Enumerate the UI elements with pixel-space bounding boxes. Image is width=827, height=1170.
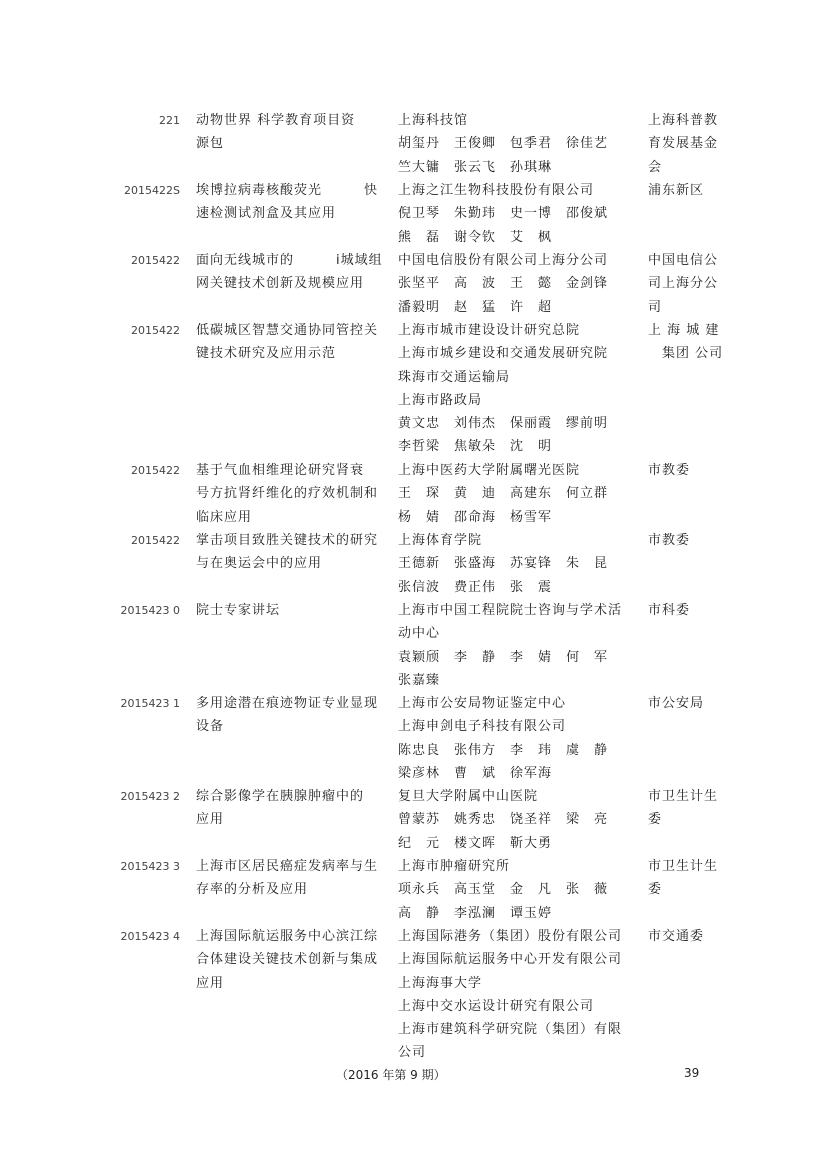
project-title [196, 529, 388, 576]
org-line: 李哲梁 焦敏朵 沈 明 [398, 439, 553, 455]
organizations-and-people [398, 925, 638, 1065]
title-line: 院士专家讲坛 [196, 603, 281, 618]
unit-line: 上 海 城 建 [648, 323, 720, 338]
org-line: 上海市中国工程院院士咨询与学术活 [398, 603, 623, 618]
recommending-unit [648, 459, 723, 482]
recommending-unit [648, 319, 723, 366]
title-line: 设备 [196, 719, 225, 735]
project-title [196, 599, 388, 622]
unit-line: 育发展基金 [648, 136, 719, 152]
project-number: 2015423 3 [120, 860, 180, 873]
title-line: 与在奥运会中的应用 [196, 556, 323, 572]
project-number: 2015422 [131, 464, 180, 477]
recommending-unit [648, 109, 723, 179]
project-title [196, 179, 388, 226]
org-line: 上海申剑电子科技有限公司 [398, 719, 567, 735]
title-line: 应用 [196, 812, 225, 828]
project-number: 2015423 0 [120, 604, 180, 617]
org-line: 曾蒙苏 姚秀忠 饶圣祥 梁 亮 [398, 812, 609, 828]
title-line: 速检测试剂盒及其应用 [196, 206, 337, 222]
organizations-and-people [398, 249, 638, 319]
org-line: 上海国际港务（集团）股份有限公司 [398, 929, 623, 944]
recommending-unit [648, 925, 723, 948]
project-number: 2015422 [131, 324, 180, 337]
unit-line: 会 [648, 159, 663, 175]
unit-line: 市教委 [648, 533, 691, 548]
title-line: 掌击项目致胜关键技术的研究 [196, 533, 379, 548]
org-line: 张嘉臻 [398, 672, 441, 688]
title-line: 多用途潜在痕迹物证专业显现 [196, 696, 379, 711]
org-line: 王德新 张盛海 苏宴锋 朱 昆 [398, 556, 609, 572]
org-line: 复旦大学附属中山医院 [398, 789, 539, 804]
org-line: 梁彦林 曹 斌 徐军海 [398, 765, 553, 781]
project-title [196, 785, 388, 832]
recommending-unit [648, 179, 723, 202]
project-title [196, 109, 388, 156]
org-line: 上海中交水运设计研究有限公司 [398, 998, 595, 1014]
unit-line: 司上海分公 [648, 276, 719, 292]
title-line: 综合影像学在胰腺肿瘤中的 [196, 789, 365, 804]
title-line: 动物世界 科学教育项目资 [196, 113, 356, 128]
project-title [196, 855, 388, 902]
project-number: 2015423 2 [120, 790, 180, 803]
org-line: 王 琛 黄 迪 高建东 何立群 [398, 486, 609, 502]
organizations-and-people [398, 319, 638, 459]
organizations-and-people [398, 179, 638, 249]
title-line: 键技术研究及应用示范 [196, 346, 337, 362]
organizations-and-people [398, 785, 638, 855]
project-number: 221 [159, 114, 180, 127]
recommending-unit [648, 599, 723, 622]
page-number: 39 [684, 1066, 700, 1080]
project-title [196, 459, 388, 529]
org-line: 上海国际航运服务中心开发有限公司 [398, 952, 623, 968]
org-line: 张坚平 高 波 王 懿 金剑锋 [398, 276, 609, 292]
unit-line: 市教委 [648, 463, 691, 478]
title-line: 合体建设关键技术创新与集成 [196, 952, 379, 968]
title-line: 临床应用 [196, 509, 253, 525]
org-line: 杨 婧 邵命海 杨雪军 [398, 509, 553, 525]
organizations-and-people [398, 855, 638, 925]
org-line: 纪 元 楼文晖 靳大勇 [398, 835, 553, 851]
org-line: 竺大镛 张云飞 孙琪琳 [398, 159, 553, 175]
recommending-unit [648, 855, 723, 902]
org-line: 倪卫琴 朱勤玮 史一博 邵俊斌 [398, 206, 609, 222]
project-number: 2015423 4 [120, 930, 180, 943]
org-line: 上海市肿瘤研究所 [398, 859, 511, 874]
org-line: 上海之江生物科技股份有限公司 [398, 183, 595, 198]
org-line: 上海科技馆 [398, 113, 469, 128]
title-line: 号方抗肾纤维化的疗效机制和 [196, 486, 379, 502]
unit-line: 市科委 [648, 603, 691, 618]
unit-line: 委 [648, 812, 663, 828]
title-line: 网关键技术创新及规模应用 [196, 276, 365, 292]
org-line: 胡玺丹 王俊卿 包季君 徐佳艺 [398, 136, 609, 152]
unit-line: 市公安局 [648, 696, 705, 711]
organizations-and-people [398, 459, 638, 529]
org-line: 张信波 费正伟 张 震 [398, 579, 553, 595]
title-line: 埃博拉病毒核酸荧光 快 [196, 183, 379, 198]
organizations-and-people [398, 692, 638, 785]
org-line: 项永兵 高玉堂 金 凡 张 薇 [398, 882, 609, 898]
recommending-unit [648, 692, 723, 715]
unit-line: 浦东新区 [648, 183, 705, 198]
org-line: 上海市城市建设设计研究总院 [398, 323, 581, 338]
recommending-unit [648, 785, 723, 832]
org-line: 上海市公安局物证鉴定中心 [398, 696, 567, 711]
unit-line: 市卫生计生 [648, 859, 719, 874]
organizations-and-people [398, 599, 638, 692]
unit-line: 中国电信公 [648, 253, 719, 268]
org-line: 高 静 李泓澜 谭玉婷 [398, 905, 553, 921]
title-line: 源包 [196, 136, 225, 152]
org-line: 上海体育学院 [398, 533, 483, 548]
org-line: 上海市路政局 [398, 392, 483, 408]
recommending-unit [648, 529, 723, 552]
org-line: 熊 磊 谢令钦 艾 枫 [398, 229, 553, 245]
organizations-and-people [398, 109, 638, 179]
org-line: 上海中医药大学附属曙光医院 [398, 463, 581, 478]
unit-line: 上海科普教 [648, 113, 719, 128]
org-line: 潘毅明 赵 猛 许 超 [398, 299, 553, 315]
org-line: 动中心 [398, 626, 441, 642]
title-line: 低碳城区智慧交通协同管控关 [196, 323, 379, 338]
org-line: 上海市建筑科学研究院（集团）有限 [398, 1022, 623, 1038]
org-line: 中国电信股份有限公司上海分公司 [398, 253, 609, 268]
project-number: 2015422 [131, 254, 180, 267]
title-line: 上海市区居民癌症发病率与生 [196, 859, 379, 874]
org-line: 公司 [398, 1045, 427, 1061]
title-line: 存率的分析及应用 [196, 882, 309, 898]
org-line: 上海市城乡建设和交通发展研究院 [398, 346, 609, 362]
project-number: 2015422 [131, 534, 180, 547]
project-number: 2015422S [124, 184, 180, 197]
org-line: 袁颖颀 李 静 李 婧 何 军 [398, 649, 609, 665]
project-title [196, 249, 388, 296]
unit-line: 司 [648, 299, 663, 315]
org-line: 黄文忠 刘伟杰 保丽霞 缪前明 [398, 416, 609, 432]
project-title [196, 319, 388, 366]
organizations-and-people [398, 529, 638, 599]
project-title [196, 692, 388, 739]
org-line: 珠海市交通运输局 [398, 369, 511, 385]
unit-line: 市卫生计生 [648, 789, 719, 804]
title-line: 应用 [196, 975, 225, 991]
org-line: 陈忠良 张伟方 李 玮 虞 静 [398, 742, 609, 758]
org-line: 上海海事大学 [398, 975, 483, 991]
recommending-unit [648, 249, 723, 319]
unit-line: 集团 公司 [648, 346, 724, 362]
title-line: 基于气血相维理论研究肾衰 [196, 463, 365, 478]
title-line: 上海国际航运服务中心滨江综 [196, 929, 379, 944]
project-title [196, 925, 388, 995]
unit-line: 市交通委 [648, 929, 705, 944]
issue-label: （2016 年第 9 期） [336, 1068, 446, 1082]
title-line: 面向无线城市的 i城域组 [196, 253, 383, 268]
project-number: 2015423 1 [120, 697, 180, 710]
unit-line: 委 [648, 882, 663, 898]
